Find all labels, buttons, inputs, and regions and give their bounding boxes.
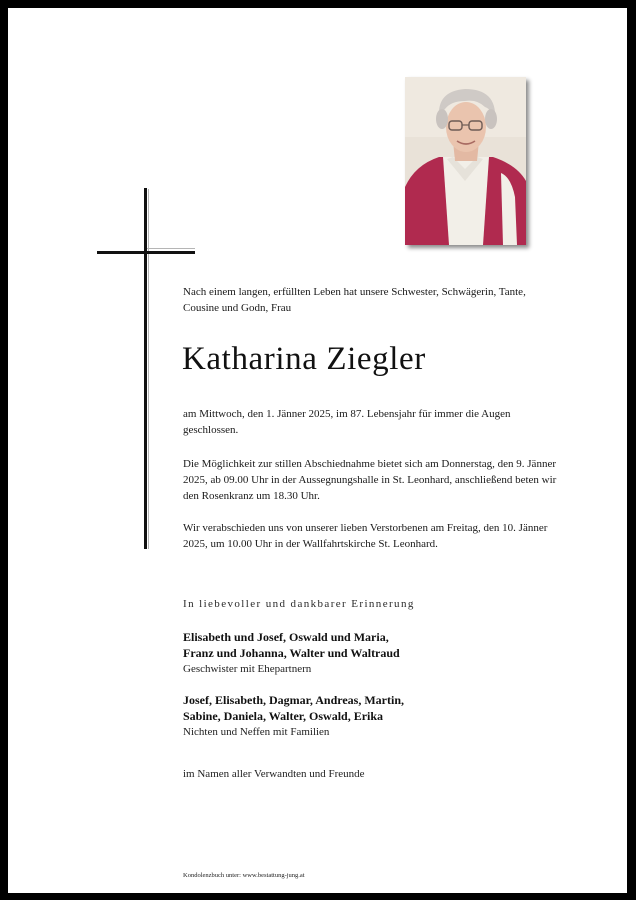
condolence-book-note: Kondolenzbuch unter: www.bestattung-jung.at — [183, 872, 305, 879]
cross-vertical-shadow — [148, 189, 149, 549]
farewell-notice: Die Möglichkeit zur stillen Abschiednahme bietet sich am Donnerstag, den 9. Jänner 2025, ab 09.00 Uhr in der Aussegnungshalle in St. Leonhard, anschließend beten wir den Rosenkranz um 18.30 Uhr. — [183, 458, 557, 502]
cross-vertical-bar — [144, 188, 147, 549]
mourner-names: Sabine, Daniela, Walter, Oswald, Erika — [183, 709, 384, 723]
mourner-names: Elisabeth und Josef, Oswald und Maria, — [183, 630, 389, 644]
cross-horizontal-bar — [97, 251, 195, 254]
mourner-relation: Geschwister mit Ehepartnern — [183, 663, 312, 675]
portrait-illustration — [405, 77, 526, 245]
mourner-group-siblings — [183, 629, 563, 677]
deceased-name: Katharina Ziegler — [182, 341, 426, 377]
remembrance-line: In liebevoller und dankbarer Erinnerung — [183, 598, 415, 610]
portrait-photo — [405, 77, 526, 245]
mourner-names: Josef, Elisabeth, Dagmar, Andreas, Martin, — [183, 693, 405, 707]
cross-horizontal-shadow — [147, 248, 195, 249]
mass-notice: Wir verabschieden uns von unserer lieben Verstorbenen am Freitag, den 10. Jänner 2025, um 10.00 Uhr in der Wallfahrtskirche St. Leonhard. — [183, 522, 548, 550]
mourner-names: Franz und Johanna, Walter und Waltraud — [183, 646, 400, 660]
mourner-group-nieces-nephews — [183, 692, 563, 740]
intro-text: Nach einem langen, erfüllten Leben hat unsere Schwester, Schwägerin, Tante, Cousine und Godn, Frau — [183, 286, 526, 314]
on-behalf-line: im Namen aller Verwandten und Freunde — [183, 768, 365, 780]
death-notice: am Mittwoch, den 1. Jänner 2025, im 87. Lebensjahr für immer die Augen geschlossen. — [183, 408, 511, 436]
mourner-relation: Nichten und Neffen mit Familien — [183, 726, 330, 738]
